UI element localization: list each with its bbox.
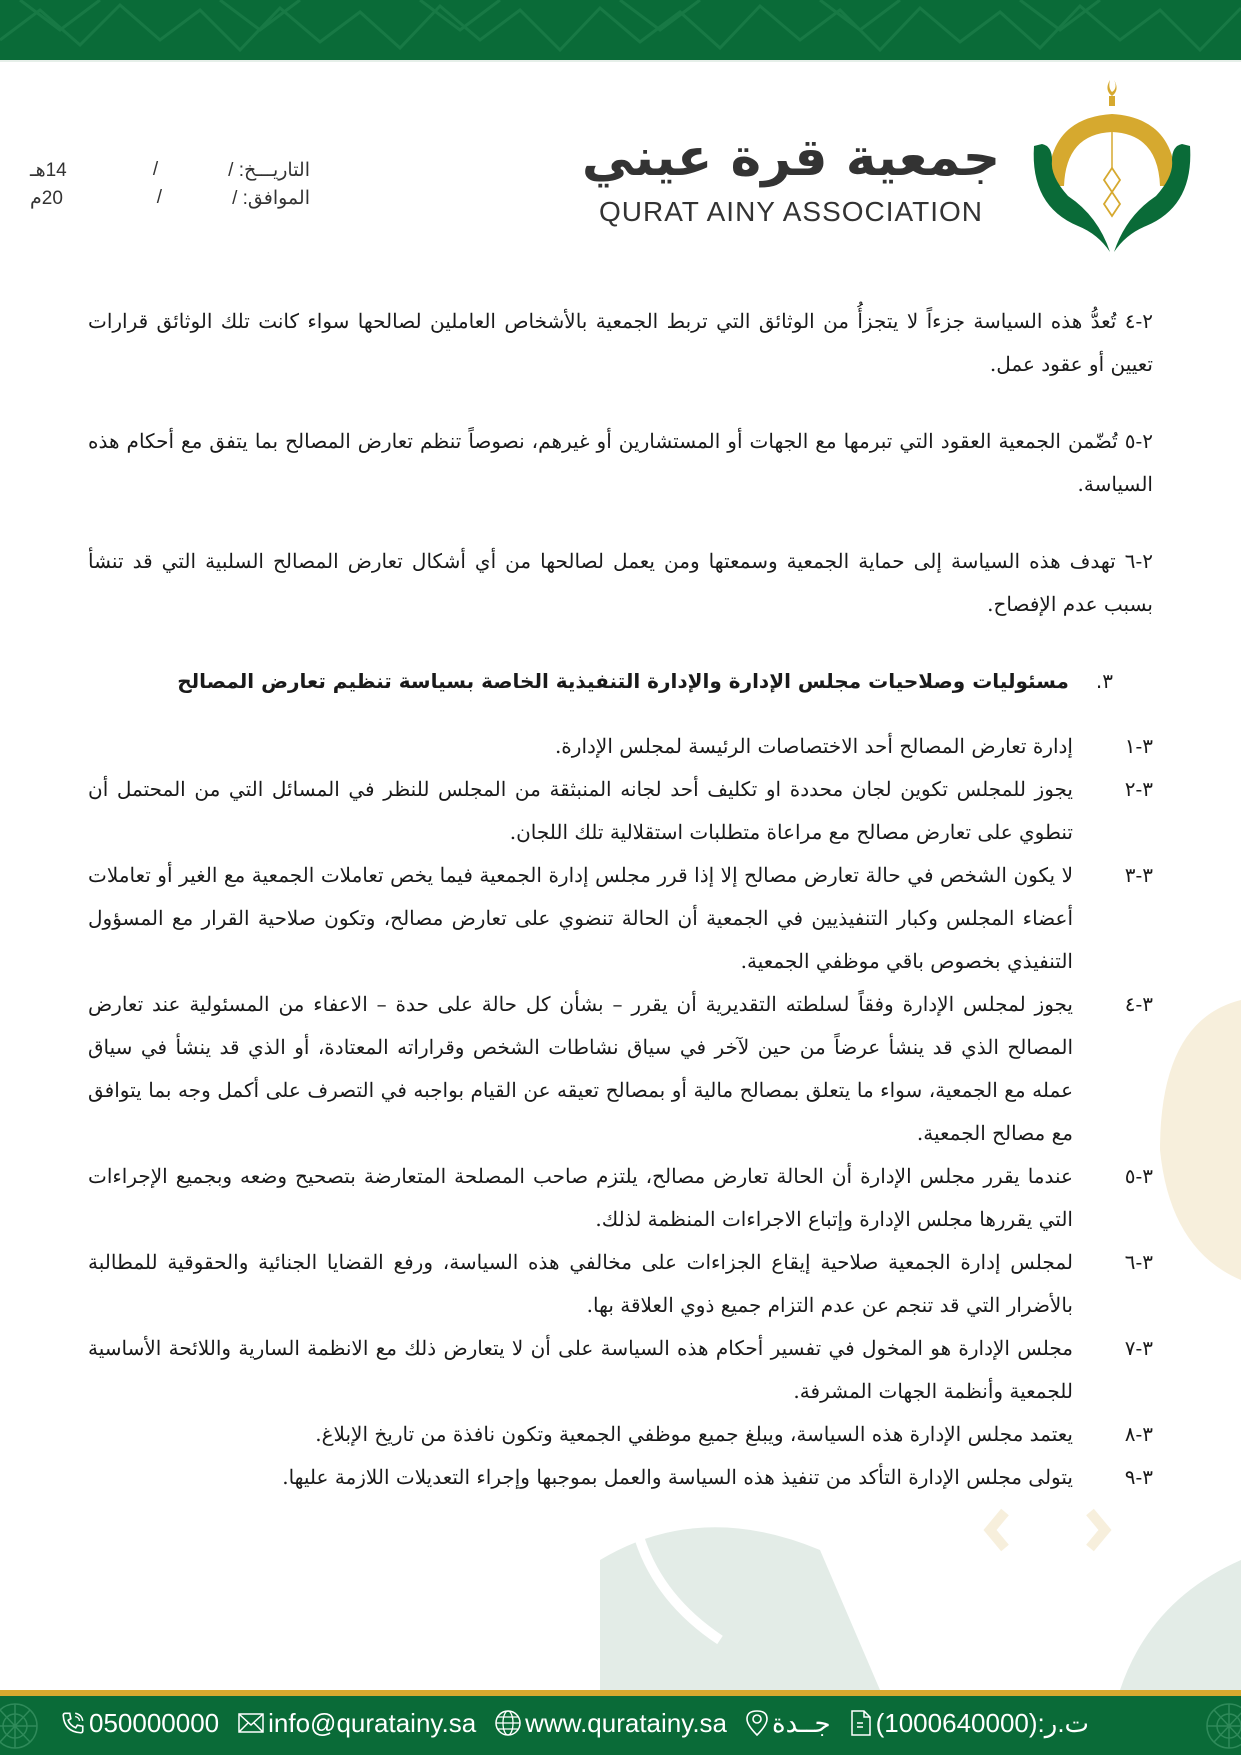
footer xyxy=(0,1696,1241,1755)
item-text: يعتمد مجلس الإدارة هذه السياسة، ويبلغ جميع موظفي الجمعية وتكون نافذة من تاريخ الإبلاغ. xyxy=(315,1422,1073,1446)
item-number: ٣-٥ xyxy=(1124,1164,1153,1188)
footer-contacts xyxy=(60,1696,1107,1750)
paragraph-2-4 xyxy=(88,300,1153,386)
responsibilities-list xyxy=(88,725,1153,1499)
corresponding-slash: / xyxy=(156,187,163,208)
org-name-arabic: جمعية قرة عيني xyxy=(581,128,1001,188)
paragraph-2-6 xyxy=(88,540,1153,626)
item-number: ٣-٢ xyxy=(1124,777,1153,801)
item-number: ٣-٣ xyxy=(1124,863,1153,887)
email-address: info@quratainy.sa xyxy=(268,1707,477,1738)
footer-location xyxy=(745,1708,831,1739)
list-item xyxy=(88,1155,1153,1241)
item-number: ٣-٧ xyxy=(1124,1336,1153,1360)
email-icon xyxy=(237,1711,265,1735)
footer-phone[interactable] xyxy=(60,1708,219,1739)
paragraph-number: ٢-٦ xyxy=(1124,549,1153,573)
footer-pattern-left-icon xyxy=(0,1696,50,1755)
date-block xyxy=(30,156,310,212)
list-item xyxy=(88,983,1153,1155)
list-item xyxy=(88,1327,1153,1413)
paragraph-number: ٢-٤ xyxy=(1124,309,1153,333)
paragraph-text: تهدف هذه السياسة إلى حماية الجمعية وسمعتها ومن يعمل لصالحها من أي أشكال تعارض المصالح السلبية التي قد تنشأ بسبب عدم الإفصاح. xyxy=(88,549,1153,616)
list-item xyxy=(88,725,1153,768)
item-number: ٣-٨ xyxy=(1124,1422,1153,1446)
header-band xyxy=(0,0,1241,60)
paragraph-text: تُعدُّ هذه السياسة جزءاً لا يتجزأُ من الوثائق التي تربط الجمعية بالأشخاص العاملين لصالحها سواء كانت تلك الوثائق قرارات تعيين أو عقود عمل. xyxy=(88,309,1153,376)
website-url: www.quratainy.sa xyxy=(525,1707,728,1738)
document-icon xyxy=(849,1708,873,1738)
paragraph-text: تُضّمن الجمعية العقود التي تبرمها مع الجهات أو المستشارين أو غيرهم، نصوصاً تنظم تعارض المصالح بما يتفق مع أحكام هذه السياسة. xyxy=(88,429,1153,496)
list-item xyxy=(88,1413,1153,1456)
section-title: مسئوليات وصلاحيات مجلس الإدارة والإدارة التنفيذية الخاصة بسياسة تنظيم تعارض المصالح xyxy=(177,669,1069,693)
paragraph-2-5 xyxy=(88,420,1153,506)
item-text: لمجلس إدارة الجمعية صلاحية إيقاع الجزاءات على مخالفي هذه السياسة، ورفع القضايا الجنائية والحقوقية للمطالبة بالأضرار التي قد تنجم عن عدم التزام جميع ذوي العلاقة بها. xyxy=(88,1250,1073,1317)
phone-icon xyxy=(60,1710,86,1736)
hijri-date-row xyxy=(30,156,310,184)
item-text: يجوز لمجلس الإدارة وفقاً لسلطته التقديرية أن يقرر – بشأن كل حالة على حدة – الاعفاء من المسئولية عند تعارض المصالح الذي قد ينشأ عرضاً من حين لآخر في سياق نشاطات الشخص وقراراته المعتادة، أو الذي قد ينشأ في سياق عمله مع الجمعية، سواء ما يتعلق بمصالح مالية أو بمصالح تعيقه عن القيام بواجبه في التصرف على أكمل وجه بما يتوافق مع مصالح الجمعية. xyxy=(88,992,1073,1145)
list-item xyxy=(88,768,1153,854)
document-body xyxy=(88,300,1153,1499)
item-text: لا يكون الشخص في حالة تعارض مصالح إلا إذا قرر مجلس إدارة الجمعية فيما يخص تعاملات الجمعية مع الغير أو تعاملات أعضاء المجلس وكبار التنفيذيين في الجمعية أن الحالة تنضوي على تعارض مصالح، وتكون صلاحية القرار مع المسؤول التنفيذي بخصوص باقي موظفي الجمعية. xyxy=(88,863,1073,973)
footer-registration xyxy=(849,1708,1089,1739)
paragraph-number: ٢-٥ xyxy=(1124,429,1154,453)
date-slash: / xyxy=(152,159,159,180)
item-text: مجلس الإدارة هو المخول في تفسير أحكام هذه السياسة على أن لا يتعارض ذلك مع الانظمة السارية واللائحة الأساسية للجمعية وأنظمة الجهات المشرفة. xyxy=(88,1336,1073,1403)
item-text: إدارة تعارض المصالح أحد الاختصاصات الرئيسة لمجلس الإدارة. xyxy=(554,734,1073,758)
item-number: ٣-٤ xyxy=(1124,992,1153,1016)
city-name: جــدة xyxy=(772,1707,831,1738)
item-number: ٣-٩ xyxy=(1124,1465,1153,1489)
date-label: التاريـــخ: / xyxy=(228,159,310,181)
section-heading xyxy=(88,660,1153,703)
footer-website[interactable] xyxy=(494,1708,727,1739)
section-number: ٣. xyxy=(1095,669,1113,693)
gregorian-date-row xyxy=(30,184,310,212)
corresponding-label: الموافق: / xyxy=(232,187,310,209)
item-number: ٣-١ xyxy=(1124,734,1153,758)
org-logo-icon xyxy=(1028,76,1208,256)
item-text: يجوز للمجلس تكوين لجان محددة او تكليف أحد لجانه المنبثقة من المجلس للنظر في المسائل التي من المحتمل أن تنطوي على تعارض مصالح مع مراعاة متطلبات استقلالية تلك اللجان. xyxy=(88,777,1073,844)
list-item xyxy=(88,1241,1153,1327)
gregorian-date-value: 20م xyxy=(30,187,63,209)
item-text: يتولى مجلس الإدارة التأكد من تنفيذ هذه السياسة والعمل بموجبها وإجراء التعديلات اللازمة عليها. xyxy=(282,1465,1073,1489)
footer-pattern-right-icon xyxy=(1191,1696,1241,1755)
list-item xyxy=(88,854,1153,983)
location-pin-icon xyxy=(745,1709,769,1737)
globe-icon xyxy=(494,1709,522,1737)
hijri-date-value: 14هـ xyxy=(30,159,67,181)
item-number: ٣-٦ xyxy=(1124,1250,1153,1274)
org-name-english: QURAT AINY ASSOCIATION xyxy=(598,196,984,227)
list-item xyxy=(88,1456,1153,1499)
item-text: عندما يقرر مجلس الإدارة أن الحالة تعارض مصالح، يلتزم صاحب المصلحة المتعارضة بتصحيح وضعه وبجميع الإجراءات التي يقررها مجلس الإدارة وإتباع الاجراءات المنظمة لذلك. xyxy=(88,1164,1073,1231)
phone-number: 050000000 xyxy=(89,1707,220,1738)
header-pattern-icon xyxy=(0,0,1241,60)
registration-number: ت.ر:(1000640000) xyxy=(875,1707,1090,1738)
header-divider xyxy=(0,60,1241,62)
footer-email[interactable] xyxy=(237,1708,476,1739)
